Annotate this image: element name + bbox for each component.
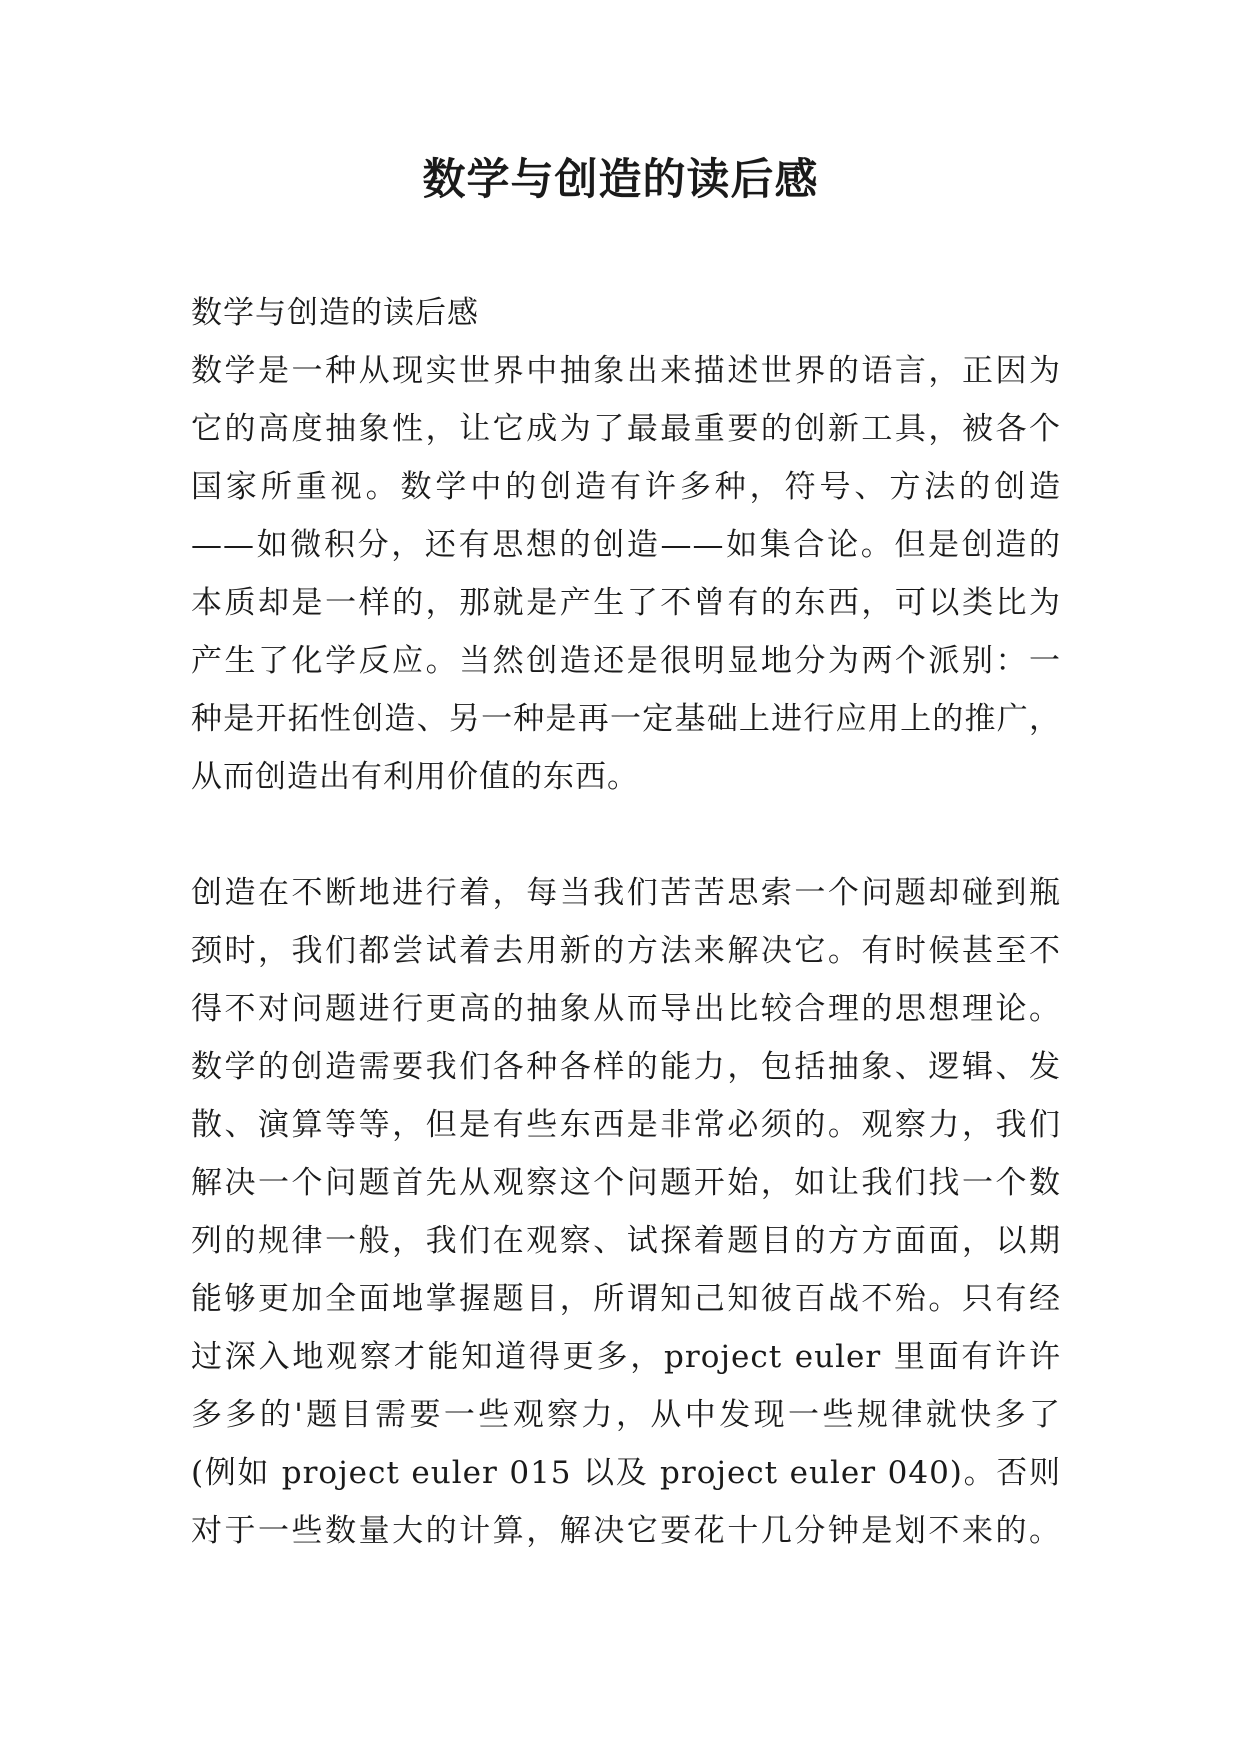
paragraph-line: 多多的'题目需要一些观察力，从中发现一些规律就快多了 [191, 1397, 1061, 1433]
subtitle-line: 数学与创造的读后感 [191, 295, 479, 331]
paragraph-line: 它的高度抽象性，让它成为了最最重要的创新工具，被各个 [191, 411, 1061, 447]
paragraph-line: 对于一些数量大的计算，解决它要花十几分钟是划不来的。 [191, 1513, 1061, 1549]
paragraph-1 [191, 342, 1061, 806]
paragraph-line: (例如 project euler 015 以及 project euler 040)。否则 [191, 1455, 1061, 1491]
paragraph-line: 散、演算等等，但是有些东西是非常必须的。观察力，我们 [191, 1107, 1061, 1143]
paragraph-line: 产生了化学反应。当然创造还是很明显地分为两个派别：一 [191, 643, 1061, 679]
paragraph-2 [191, 864, 1061, 1560]
paragraph-line: ——如微积分，还有思想的创造——如集合论。但是创造的 [191, 527, 1061, 563]
paragraph-line: 创造在不断地进行着，每当我们苦苦思索一个问题却碰到瓶 [191, 875, 1061, 911]
document-title: 数学与创造的读后感 [422, 155, 819, 205]
paragraph-line: 得不对问题进行更高的抽象从而导出比较合理的思想理论。 [191, 991, 1061, 1027]
paragraph-line: 颈时，我们都尝试着去用新的方法来解决它。有时候甚至不 [191, 933, 1061, 969]
paragraph-line: 从而创造出有利用价值的东西。 [191, 759, 639, 795]
document-subtitle [191, 284, 1061, 342]
paragraph-line: 种是开拓性创造、另一种是再一定基础上进行应用上的推广， [191, 701, 1061, 737]
paragraph-line: 本质却是一样的，那就是产生了不曾有的东西，可以类比为 [191, 585, 1061, 621]
paragraph-line: 列的规律一般，我们在观察、试探着题目的方方面面，以期 [191, 1223, 1061, 1259]
paragraph-line: 解决一个问题首先从观察这个问题开始，如让我们找一个数 [191, 1165, 1061, 1201]
paragraph-line: 过深入地观察才能知道得更多，project euler 里面有许许 [191, 1339, 1061, 1375]
paragraph-line: 数学的创造需要我们各种各样的能力，包括抽象、逻辑、发 [191, 1049, 1061, 1085]
paragraph-line: 能够更加全面地掌握题目，所谓知己知彼百战不殆。只有经 [191, 1281, 1061, 1317]
paragraph-line: 数学是一种从现实世界中抽象出来描述世界的语言，正因为 [191, 353, 1061, 389]
paragraph-line: 国家所重视。数学中的创造有许多种，符号、方法的创造 [191, 469, 1061, 505]
